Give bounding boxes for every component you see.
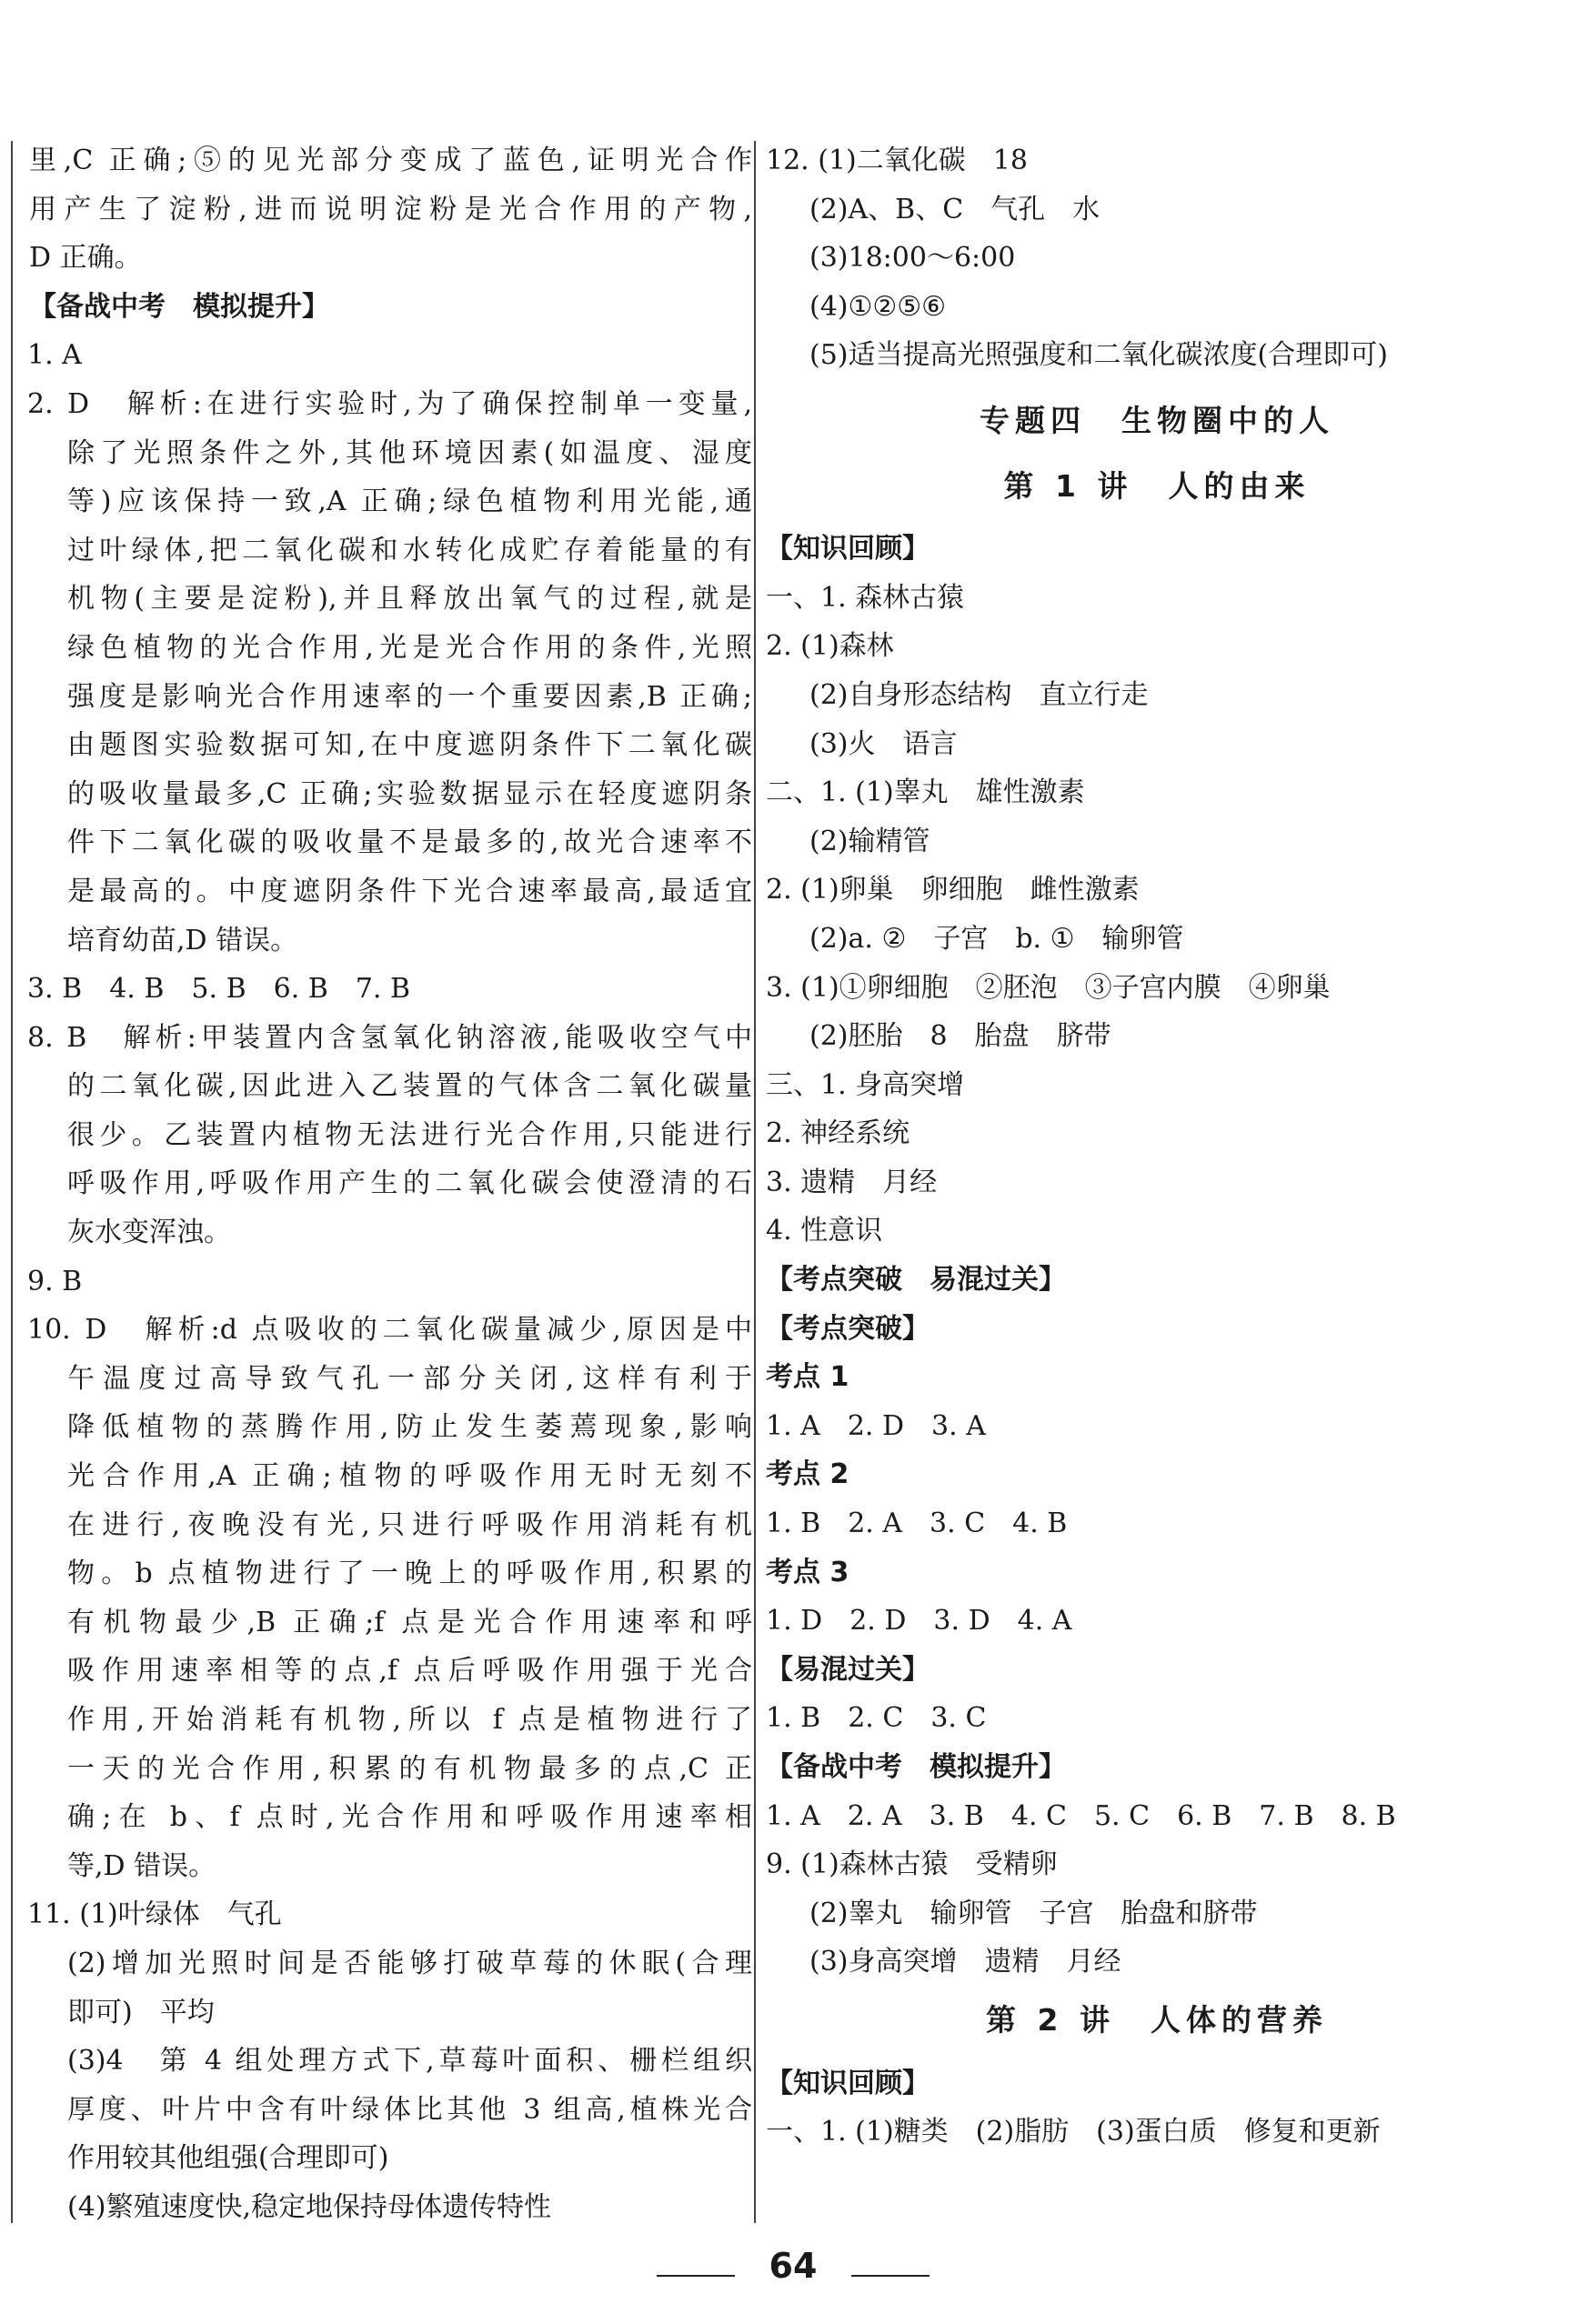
answer-continuation: 光合作用,A 正确;植物的呼吸作用无时无刻不: [67, 1460, 752, 1493]
answer-continuation: 有机物最少,B 正确;f 点是光合作用速率和呼: [67, 1606, 752, 1638]
page-footer: [0, 2246, 1578, 2300]
section-heading: 【备战中考 模拟提升】: [29, 290, 329, 323]
answer-continuation: 作用,开始消耗有机物,所以 f 点是植物进行了: [67, 1704, 752, 1736]
answer-line: 9. B: [27, 1265, 83, 1297]
answer-continuation: (2)输精管: [809, 825, 930, 857]
answer-line: 12. (1)二氧化碳 18: [766, 145, 1028, 176]
answer-line: 2. D 解析:在进行实验时,为了确保控制单一变量,: [27, 387, 752, 420]
answer-continuation: 午温度过高导致气孔一部分关闭,这样有利于: [67, 1362, 752, 1395]
answer-continuation: 即可) 平均: [67, 1996, 215, 2028]
answer-continuation: 很少。乙装置内植物无法进行光合作用,只能进行: [67, 1118, 752, 1151]
answer-line: 4. 性意识: [766, 1215, 883, 1247]
answer-line: 3. (1)①卵细胞 ②胚泡 ③子宫内膜 ④卵巢: [766, 971, 1331, 1004]
answer-continuation: (4)繁殖速度快,稳定地保持母体遗传特性: [67, 2190, 552, 2223]
section-title: 第 1 讲 人的由来: [1003, 467, 1311, 504]
answer-continuation: (2)胚胎 8 胎盘 脐带: [809, 1020, 1111, 1053]
section-heading: 考点 1: [766, 1361, 849, 1394]
section-heading: 【知识回顾】: [766, 2067, 930, 2099]
answer-continuation: 厚度、叶片中含有叶绿体比其他 3 组高,植株光合: [67, 2093, 752, 2126]
answer-line: 2. 神经系统: [766, 1117, 910, 1150]
answer-continuation: 强度是影响光合作用速率的一个重要因素,B 正确;: [67, 680, 752, 713]
section-heading: 【备战中考 模拟提升】: [766, 1751, 1066, 1783]
left-column: [11, 136, 752, 2232]
answer-continuation: (5)适当提高光照强度和二氧化碳浓度(合理即可): [809, 339, 1388, 372]
answer-continuation: (3)4 第 4 组处理方式下,草莓叶面积、栅栏组织: [67, 2045, 752, 2078]
answer-line: 1. B 2. C 3. C: [766, 1702, 987, 1735]
section-heading: 【知识回顾】: [766, 533, 930, 566]
answer-continuation: (3)火 语言: [809, 727, 958, 760]
answer-continuation: (2)A、B、C 气孔 水: [809, 193, 1101, 225]
answer-continuation: 的二氧化碳,因此进入乙装置的气体含二氧化碳量: [67, 1070, 752, 1103]
answer-continuation: 过叶绿体,把二氧化碳和水转化成贮存着能量的有: [67, 534, 752, 566]
answer-line: 1. D 2. D 3. D 4. A: [766, 1605, 1072, 1638]
answer-line: 10. D 解析:d 点吸收的二氧化碳量减少,原因是中: [27, 1314, 752, 1347]
answer-line: 1. A 2. D 3. A: [766, 1409, 986, 1442]
answer-continuation: (2)a. ② 子宫 b. ① 输卵管: [809, 922, 1184, 955]
answer-line: 1. B 2. A 3. C 4. B: [766, 1508, 1068, 1540]
answer-line: 11. (1)叶绿体 气孔: [27, 1898, 282, 1931]
answer-line: 3. 遗精 月经: [766, 1166, 938, 1198]
answer-continuation: (2)睾丸 输卵管 子宫 胎盘和脐带: [809, 1897, 1258, 1929]
answer-line: 2. (1)卵巢 卵细胞 雌性激素: [766, 874, 1140, 907]
answer-line: 8. B 解析:甲装置内含氢氧化钠溶液,能吸收空气中: [27, 1021, 752, 1054]
answer-continuation: 确;在 b、f 点时,光合作用和呼吸作用速率相: [67, 1801, 752, 1834]
answer-continuation: 呼吸作用,呼吸作用产生的二氧化碳会使澄清的石: [67, 1167, 752, 1200]
column-divider: [754, 141, 756, 2223]
answer-continuation: 除了光照条件之外,其他环境因素(如温度、湿度: [67, 436, 752, 469]
answer-line: 1. A 2. A 3. B 4. C 5. C 6. B 7. B 8. B: [766, 1799, 1396, 1832]
section-title: 专题四 生物圈中的人: [980, 402, 1334, 438]
answer-continuation: 是最高的。中度遮阴条件下光合速率最高,最适宜: [67, 875, 752, 907]
section-heading: 考点 2: [766, 1458, 849, 1491]
answer-line: 1. A: [27, 339, 82, 372]
answer-continuation: 一天的光合作用,积累的有机物最多的点,C 正: [67, 1752, 752, 1785]
answer-line: 一、1. (1)糖类 (2)脂肪 (3)蛋白质 修复和更新: [766, 2116, 1381, 2149]
section-title: 第 2 讲 人体的营养: [986, 2001, 1328, 2038]
answer-line: 2. (1)森林: [766, 630, 894, 663]
answer-continuation: 在进行,夜晚没有光,只进行呼吸作用消耗有机: [67, 1508, 752, 1541]
answer-continuation: (4)①②⑤⑥: [809, 290, 947, 323]
right-column: [766, 136, 1548, 2157]
section-heading: 【易混过关】: [766, 1653, 930, 1686]
text-line: 里,C 正确;⑤的见光部分变成了蓝色,证明光合作: [29, 145, 752, 176]
answer-continuation: 机物(主要是淀粉),并且释放出氧气的过程,就是: [67, 583, 752, 616]
footer-rule-right: [851, 2275, 930, 2277]
answer-continuation: 灰水变浑浊。: [67, 1217, 231, 1249]
answer-continuation: 培育幼苗,D 错误。: [67, 924, 298, 957]
page-number: 64: [769, 2246, 818, 2286]
answer-continuation: (3)身高突增 遗精 月经: [809, 1946, 1121, 1978]
answer-continuation: 吸作用速率相等的点,f 点后呼吸作用强于光合: [67, 1655, 752, 1688]
answer-continuation: (2)自身形态结构 直立行走: [809, 678, 1149, 711]
answer-continuation: 等,D 错误。: [67, 1849, 216, 1882]
section-heading: 考点 3: [766, 1556, 849, 1588]
answer-continuation: 件下二氧化碳的吸收量不是最多的,故光合速率不: [67, 826, 752, 859]
answer-continuation: 绿色植物的光合作用,光是光合作用的条件,光照: [67, 631, 752, 664]
footer-rule-left: [657, 2275, 735, 2277]
answer-continuation: 的吸收量最多,C 正确;实验数据显示在轻度遮阴条: [67, 777, 752, 810]
answer-line: 三、1. 身高突增: [766, 1068, 965, 1101]
text-line: D 正确。: [29, 242, 142, 275]
answer-continuation: 由题图实验数据可知,在中度遮阴条件下二氧化碳: [67, 729, 752, 762]
text-line: 用产生了淀粉,进而说明淀粉是光合作用的产物,: [29, 193, 752, 225]
answer-continuation: 物。b 点植物进行了一晚上的呼吸作用,积累的: [67, 1558, 752, 1590]
answer-continuation: 等)应该保持一致,A 正确;绿色植物利用光能,通: [67, 486, 752, 518]
answer-continuation: 作用较其他组强(合理即可): [67, 2142, 389, 2175]
section-heading: 【考点突破 易混过关】: [766, 1264, 1066, 1297]
answer-continuation: 降低植物的蒸腾作用,防止发生萎蔫现象,影响: [67, 1411, 752, 1444]
answer-line: 一、1. 森林古猿: [766, 581, 965, 614]
answer-line: 3. B 4. B 5. B 6. B 7. B: [27, 973, 411, 1006]
answer-line: 9. (1)森林古猿 受精卵: [766, 1848, 1058, 1881]
answer-line: 二、1. (1)睾丸 雄性激素: [766, 776, 1085, 809]
section-heading: 【考点突破】: [766, 1312, 930, 1345]
answer-continuation: (3)18:00～6:00: [809, 242, 1016, 275]
answer-continuation: (2)增加光照时间是否能够打破草莓的休眠(合理: [67, 1947, 752, 1979]
